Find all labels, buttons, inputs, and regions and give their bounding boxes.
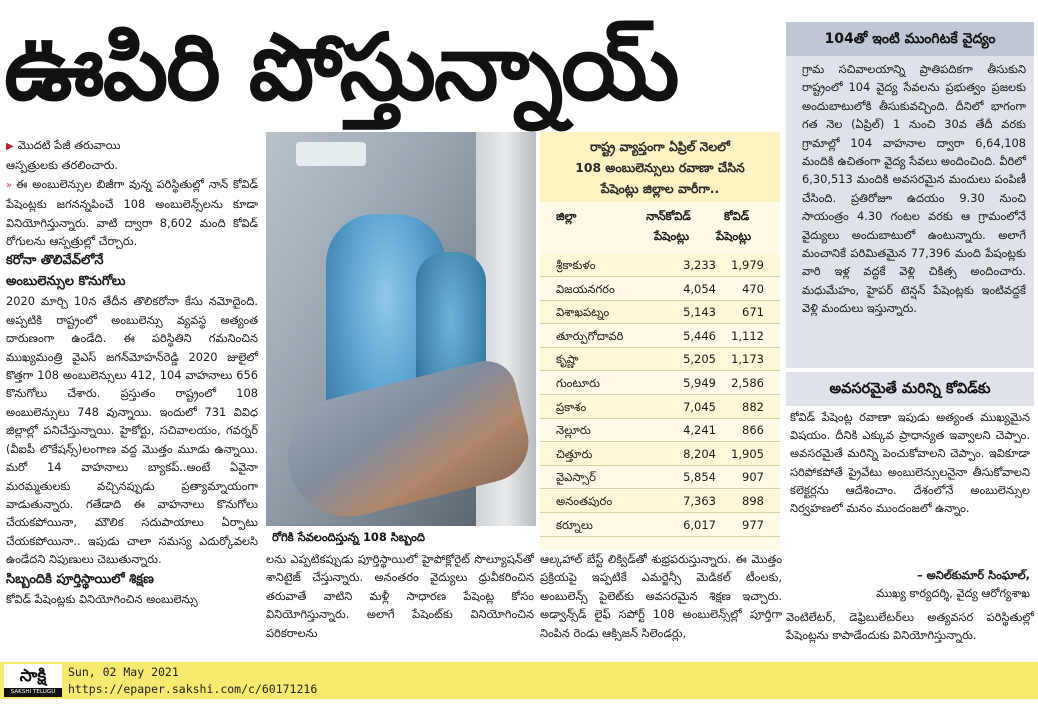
lead-marker: మొదటి పేజీ తరువాయి: [17, 138, 121, 152]
district-table: [540, 132, 780, 550]
paragraph: 2020 మార్చి 10న తేదీన తొలికరోనా కేసు నమోదైంది. అప్పటికి రాష్ట్రంలో అంబులెన్సు వ్యవస్థ అత్యంత దారుణంగా ఉండేది. ఈ పరిస్థితిని గమనించిన ముఖ్యమంత్రి వైఎస్ జగన్‌మోహన్‌రెడ్డి 2020 జులైలో కొత్తగా 108 అంబులెన్సులు 412, 104 వాహనాలు 656 కొనుగోలు చేశారు. ప్రస్తుతం రాష్ట్రంలో 108 అంబులెన్సులు 748 వున్నాయి. ఇందులో 731 వివిధ జిల్లాల్లో పనిచేస్తున్నాయి. హైకోర్టు, సచివాలయం, గవర్నర్ (వీఐపీ లొకేషన్స్)లంగాణ వద్ద మొత్తం మూడు ఉన్నాయి. మరో 14 వాహనాలు బ్యాకప్..అంటే ఏవైనా మరమ్మతులకు వచ్చినప్పుడు ప్రత్యామ్నాయంగా వాడుతున్నారు. గతేడాది ఈ వాహనాలు కొనుగోలు చేయకపోయినా, మౌలిక సదుపాయాలు ఏర్పాటు చేయకపోయినా.. ఇపుడు చాలా సమస్య ఎదుర్కోవలసి ఉండేదని నిపుణులు చెబుతున్నారు.: [6, 294, 258, 567]
quote-box-text: కోవిడ్ పేషెంట్ల రవాణా ఇపుడు అత్యంత ముఖ్యమైన విషయం. దీనికి ఎక్కువ ప్రాధాన్యత ఇవ్వాలని చెప్పాం. అవసరమైతే మరిన్ని పెంచుకోవాలని చెప్పాం. ఇవికూడా సరిపోకపోతే ప్రైవేటు అంబులెన్సులనైనా తీసుకోవాలని కలెక్టర్లను ఆదేశించాం. దేశంలోనే అంబులెన్సుల నిర్వహణలో మనం ముందంజలో ఉన్నాం.: [790, 410, 1030, 516]
cell-noncovid: 5,205: [683, 352, 716, 367]
cell-covid: 671: [742, 305, 764, 320]
table-row: [540, 466, 780, 489]
cell-covid: 1,112: [731, 328, 764, 343]
table-row: [540, 419, 780, 442]
table-heading-line: పేషెంట్లు జిల్లాల వారీగా..: [600, 181, 720, 196]
quote-signature: [790, 566, 1030, 606]
photo-caption: రోగికి సేవలందిస్తున్న 108 సిబ్బంది: [266, 526, 536, 548]
sidebar-box-text: గ్రామ సచివాలయాన్ని ప్రాతిపదికగా తీసుకుని రాష్ట్రంలో 104 వైద్య సేవలను ప్రభుత్వం ప్రజలకు అందుబాటులోకి తీసుకువచ్చింది. దీనిలో భాగంగా గత నెల (ఏప్రిల్) 1 నుంచి 30వ తేదీ వరకు గ్రామాల్లో 104 వాహనాల ద్వారా 6,64,108 మందికి ఉచితంగా వైద్య సేవలు అందించింది. వీరిలో 6,30,513 మందికి అవసరమైన మందులు పంపిణీ చేసింది. ప్రతిరోజూ ఉదయం 9.30 నుంచి సాయంత్రం 4.30 గంటల వరకు ఆ గ్రామంలోనే వైద్యులు అందుబాటులో ఉంటున్నారు. అలాగే మంచానికే పరిమితమైన 77,396 మంది పేషంట్లకు వారి ఇళ్ల వద్దకే వెళ్లి చికిత్స అందించారు. మధుమేహం, హైపర్ టెన్షన్ పేషెంట్లకు ఇంటివద్దకే వెళ్లి మందులు ఇస్తున్నారు.: [802, 62, 1026, 316]
table-heading-line: 108 అంబులెన్సులు రవాణా చేసిన: [575, 160, 745, 175]
column-header-noncovid-sub: పేషెంట్లు: [654, 229, 690, 243]
quote-box-title: అవసరమైతే మరిన్ని కోవిడ్‌కు: [786, 372, 1034, 406]
bullet-paragraph: [6, 175, 258, 251]
continued-paragraph: వెంటిలేటర్, డెఫ్రిబులేటర్‌లు అత్యవసర పరిస్థితుల్లో పేషెంట్లను కాపాడేందుకు వినియోగిస్తున్నారు.: [786, 610, 1034, 642]
column-header-covid: కోవిడ్: [724, 209, 750, 223]
logo-wordmark: సాక్షి: [19, 666, 47, 686]
ceiling-light: [296, 142, 366, 166]
cell-district: కర్నూలు: [556, 517, 593, 532]
cell-noncovid: 7,045: [683, 399, 716, 414]
footer-url[interactable]: https://epaper.sakshi.com/c/60171216: [68, 682, 318, 696]
mid-column: [266, 550, 534, 662]
cell-district: శ్రీకాకుళం: [556, 258, 596, 272]
subheading: సిబ్బందికి పూర్తిస్థాయిలో శిక్షణ: [6, 571, 154, 587]
cell-covid: 866: [742, 423, 764, 438]
cell-noncovid: 5,446: [683, 328, 716, 343]
cell-noncovid: 8,204: [683, 446, 716, 461]
paragraph: ఈ అంబులెన్సుల బిజీగా వున్న పరిస్థితుల్లో నాన్ కోవిడ్ పేషెంట్లకు జగనన్నపించే 108 అంబులెన్స్‌లను కూడా వినియోగిస్తున్నారు. వాటి ద్వారా 8,602 మంది కోవిడ్ రోగులను ఆస్పత్రుల్లో చేర్చారు.: [6, 176, 258, 249]
paragraph: కోవిడ్ పేషెంట్లకు వినియోగించిన అంబులెన్సు: [6, 591, 198, 606]
cell-district: విజయనగరం: [556, 281, 615, 296]
footer-date: Sun, 02 May 2021: [68, 665, 179, 679]
cell-noncovid: 7,363: [683, 494, 716, 508]
cell-district: గుంటూరు: [556, 376, 600, 390]
table-row: [540, 443, 780, 466]
cell-noncovid: 3,233: [683, 258, 716, 272]
cell-noncovid: 6,017: [683, 517, 716, 532]
table-row: [540, 301, 780, 324]
left-column: [6, 136, 258, 662]
table-row: [540, 396, 780, 419]
logo-tagline: SAKSHI TELUGU DAILY: [4, 688, 62, 697]
subheading: అంబులెన్సుల కొనుగోలు: [6, 274, 126, 290]
table-row: [540, 325, 780, 348]
column-header-covid-sub: పేషెంట్లు: [716, 229, 752, 243]
cell-covid: 1,979: [731, 258, 764, 272]
cell-district: విశాఖపట్నం: [556, 305, 610, 320]
cell-district: కృష్ణా: [556, 352, 579, 367]
sakshi-logo[interactable]: [4, 664, 62, 704]
cell-covid: 1,173: [731, 352, 764, 367]
cell-district: నెల్లూరు: [556, 423, 591, 438]
column-header-noncovid: నాన్‌కోవిడ్: [646, 209, 691, 223]
headline: ఊపిరి పోస్తున్నాయ్: [4, 14, 678, 121]
cell-covid: 470: [742, 281, 764, 296]
cell-district: చిత్తూరు: [556, 446, 593, 461]
mid-column-2: [540, 550, 782, 662]
paragraph: ఆల్కహాల్ బేస్ట్ లిక్విడ్‌తో శుభ్రపరుస్తున్నారు. ఈ మొత్తం ప్రక్రియపై ఇప్పటికే ఎమర్జెన్సీ మెడికల్ టీంలకు, అంబులెన్స్ పైలెట్‌కు అవసరమైన శిక్షణ ఇచ్చారు. అడ్వాన్స్‌డ్ లైఫ్ సపోర్ట్ 108 అంబులెన్స్‌ల్లో పూర్తిగా నింపిన రెండు ఆక్సిజన్ సిలెండర్లు,: [540, 552, 782, 640]
table-row: [540, 348, 780, 371]
cell-noncovid: 5,854: [683, 470, 716, 485]
cell-noncovid: 4,054: [683, 281, 716, 296]
double-arrow-icon: »: [6, 179, 13, 191]
cell-covid: 1,905: [731, 446, 764, 461]
lead-line: [6, 136, 258, 156]
cell-noncovid: 5,949: [683, 376, 716, 390]
cell-noncovid: 5,143: [683, 305, 716, 320]
cell-district: ప్రకాశం: [556, 399, 587, 414]
table-row: [540, 490, 780, 513]
cell-district: అనంతపురం: [556, 494, 613, 508]
cell-noncovid: 4,241: [683, 423, 716, 438]
table-row: [540, 372, 780, 395]
table-heading-line: రాష్ట్ర వ్యాప్తంగా ఏప్రిల్ నెలలో: [590, 139, 730, 154]
footer-bar: [0, 662, 1038, 704]
paragraph: లను ఎప్పటికప్పుడు పూర్తిస్థాయిలో హైపోక్లోరైట్ సొల్యూషన్‌తో శానిటైజ్ చేస్తున్నారు. అనంతరం వైద్యులు ధ్రువీకరించిన తరువాతే వాటిని మళ్లీ సాధారణ పేషెంట్ల కోసం వినియోగిస్తున్నారు. అలాగే పేషెంట్‌కు వినియోగించిన పరికరాలను: [266, 552, 534, 640]
table-row: [540, 514, 780, 537]
subheading: కరోనా తొలివేవ్‌లోనే: [6, 253, 104, 269]
cell-covid: 2,586: [731, 376, 764, 390]
arrow-right-icon: ▶: [6, 141, 14, 152]
table-header-row: [540, 206, 780, 248]
table-row: [540, 254, 780, 277]
cell-covid: 898: [742, 494, 764, 508]
sidebar-box-title: 104తో ఇంటి ముంగిటకే వైద్యం: [786, 22, 1034, 56]
table-row: [540, 278, 780, 301]
table-heading: [540, 132, 780, 202]
cell-district: తూర్పుగోదావరి: [556, 328, 624, 343]
paragraph: ఆస్పత్రులకు తరలించారు.: [6, 158, 119, 173]
cell-covid: 977: [742, 517, 764, 532]
cell-covid: 882: [742, 399, 764, 414]
cell-district: వైఎస్సార్: [556, 470, 596, 485]
ambulance-photo: [266, 132, 536, 526]
column-header-district: జిల్లా: [556, 209, 577, 223]
cell-covid: 907: [742, 470, 764, 485]
signature-title: ముఖ్య కార్యదర్శి, వైద్య ఆరోగ్యశాఖ: [876, 586, 1030, 600]
signature-name: – అనిల్‌కుమార్ సింఘాల్,: [916, 568, 1030, 582]
sidebar-box-104: [786, 22, 1034, 368]
